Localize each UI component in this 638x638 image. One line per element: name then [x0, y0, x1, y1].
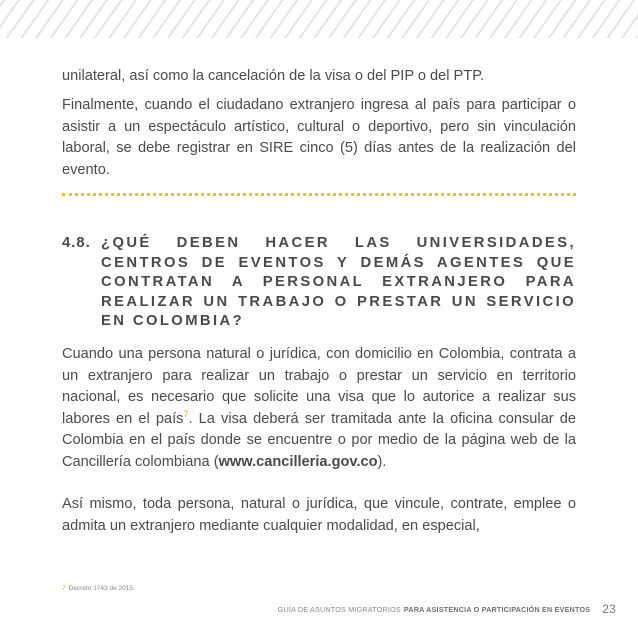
footnote	[62, 585, 135, 592]
section-heading	[62, 234, 576, 332]
paragraph-finalmente: Finalmente, cuando el ciudadano extranjero ingresa al país para participar o asistir a un espectáculo artístico, cultural o deportivo, pero sin vinculación laboral, se debe registrar en SIRE cinco (5) días antes de la realización del evento.	[62, 97, 576, 178]
page-footer	[278, 602, 616, 616]
paragraph-cuando-text-continued: . La visa deberá ser tramitada ante la oficina consular de Colombia en el país donde se encuentre o por medio de la página web de la Cancillería colombiana (	[62, 410, 576, 470]
footnote-reference[interactable]: 7	[183, 408, 189, 419]
dotted-divider	[62, 193, 576, 196]
footnote-number: 7	[62, 585, 66, 592]
footer-label-bold: PARA ASISTENCIA O PARTICIPACIÓN EN EVENTOS	[403, 604, 591, 614]
paragraph-cuando	[62, 344, 576, 473]
paragraph-asi-mismo: Así mismo, toda persona, natural o jurídica, que vincule, contrate, emplee o admita un extranjero mediante cualquier modalidad, en especial,	[62, 496, 576, 534]
header-hatch-pattern	[0, 0, 638, 38]
paragraph-unilateral: unilateral, así como la cancelación de la visa o del PIP o del PTP.	[62, 68, 485, 84]
page-number: 23	[602, 602, 616, 616]
footer-label: GUÍA DE ASUNTOS MIGRATORIOS	[277, 604, 401, 614]
paragraph-cuando-text: Cuando una persona natural o jurídica, con domicilio en Colombia, contrata a un extranjero para realizar un trabajo o prestar un servicio en territorio nacional, es necesario que solicite una visa que lo autorice a realizar sus labores en el país	[62, 346, 576, 427]
cancilleria-link[interactable]: www.cancilleria.gov.co	[218, 453, 378, 470]
section-number: 4.8.	[62, 235, 91, 251]
section-title: ¿QUÉ DEBEN HACER LAS UNIVERSIDADES, CENTROS DE EVENTOS Y DEMÁS AGENTES QUE CONTRATAN A PERSONAL EXTRANJERO PARA REALIZAR UN TRABAJO O PRESTAR UN SERVICIO EN COLOMBIA?	[101, 235, 576, 329]
paragraph-cuando-text-end: ).	[377, 453, 387, 470]
footnote-text: Decreto 1743 de 2015.	[68, 585, 135, 592]
